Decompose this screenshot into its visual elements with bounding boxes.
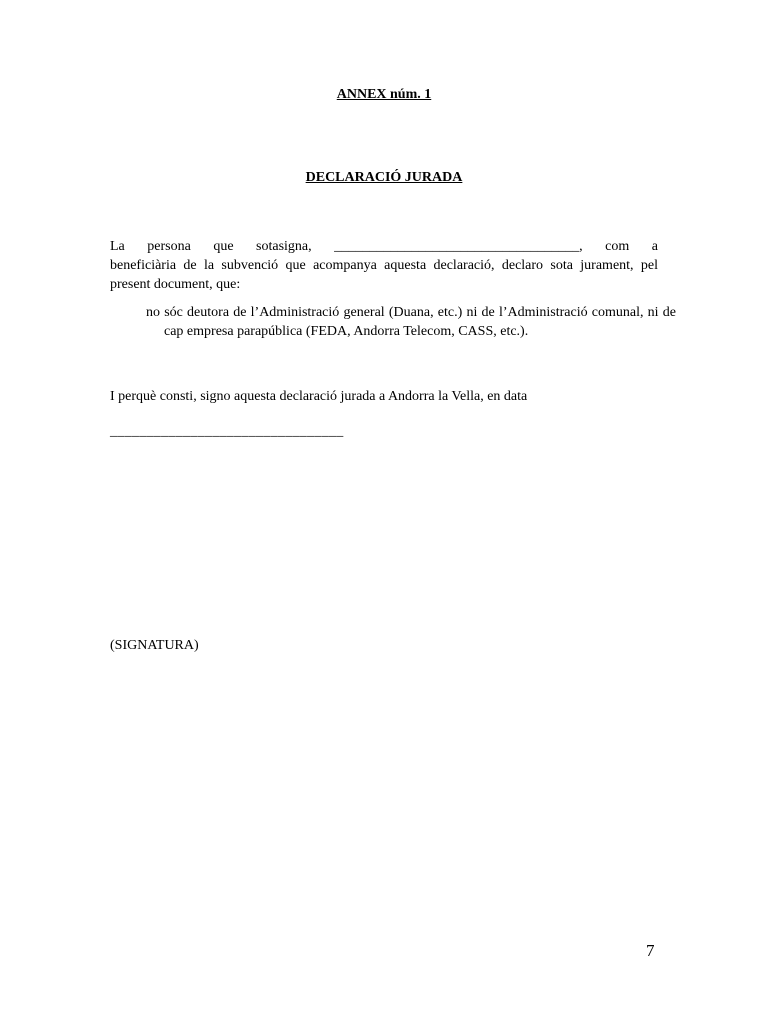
intro-first-line: La persona que sotasigna, ___________________________________, com a bbox=[110, 239, 658, 254]
page-number: 7 bbox=[646, 941, 655, 960]
declaration-title: DECLARACIÓ JURADA bbox=[305, 170, 463, 185]
annex-title: ANNEX núm. 1 bbox=[336, 87, 432, 102]
intro-continuation: beneficiària de la subvenció que acompanya aquesta declaració, declaro sota jurament, pel present document, que: bbox=[110, 258, 658, 292]
statement-item: no sóc deutora de l’Administració general (Duana, etc.) ni de l’Administració comunal, ni de cap empresa parapública (FEDA, Andorra Telecom, CASS, etc.). bbox=[146, 305, 676, 339]
signature-label: (SIGNATURA) bbox=[110, 638, 199, 653]
date-blank-line: ________________________________ bbox=[110, 424, 344, 439]
closing-paragraph: I perquè consti, signo aquesta declaració jurada a Andorra la Vella, en data bbox=[110, 389, 528, 404]
intro-paragraph bbox=[110, 237, 658, 294]
